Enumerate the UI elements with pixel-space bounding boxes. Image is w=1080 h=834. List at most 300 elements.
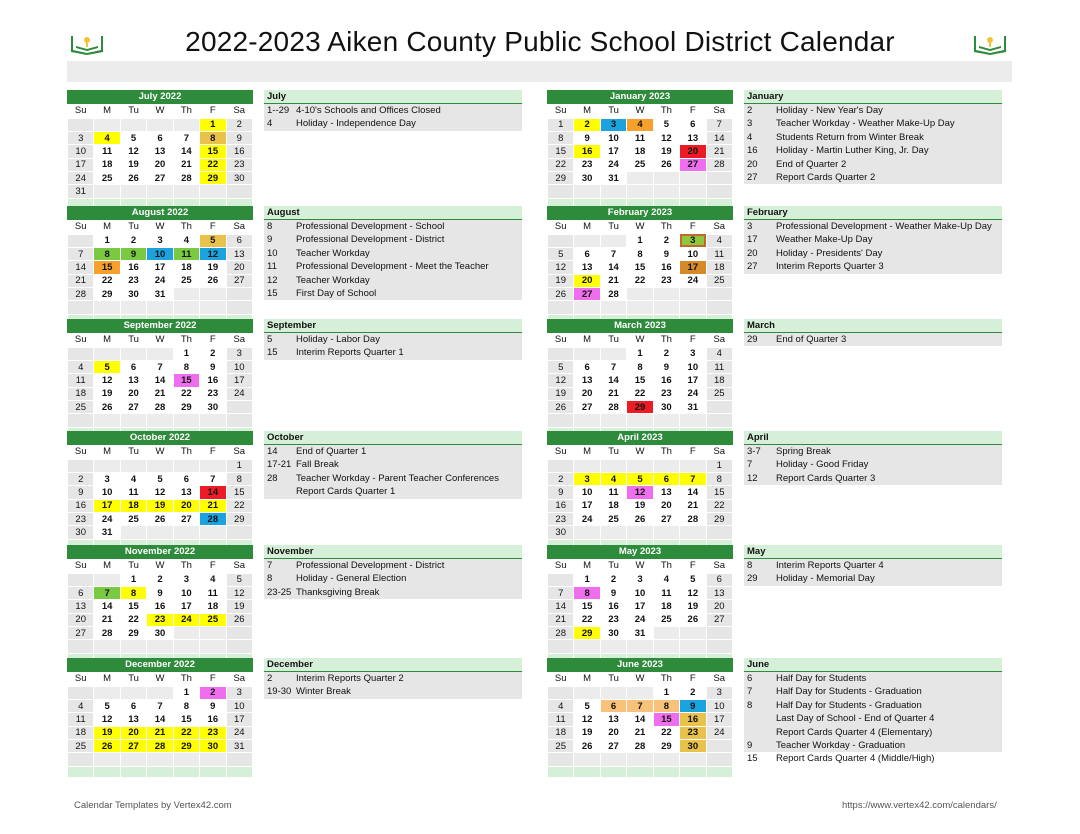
- calendar-day[interactable]: 31: [680, 401, 706, 414]
- calendar-day[interactable]: 18: [627, 145, 653, 158]
- calendar-day[interactable]: 16: [653, 261, 679, 274]
- calendar-day[interactable]: 12: [94, 713, 120, 726]
- calendar-day[interactable]: 15: [226, 486, 252, 499]
- calendar-day[interactable]: 10: [94, 486, 120, 499]
- calendar-day[interactable]: 29: [627, 401, 653, 414]
- calendar-day[interactable]: 6: [600, 699, 626, 712]
- calendar-day[interactable]: 10: [600, 131, 626, 144]
- calendar-day[interactable]: 14: [173, 145, 199, 158]
- calendar-day[interactable]: 1: [94, 234, 120, 247]
- calendar-day[interactable]: 16: [147, 600, 173, 613]
- calendar-day[interactable]: 30: [600, 627, 626, 640]
- calendar-day[interactable]: 31: [94, 526, 120, 539]
- calendar-day[interactable]: 30: [653, 401, 679, 414]
- calendar-day[interactable]: 5: [94, 699, 120, 712]
- calendar-day[interactable]: 17: [226, 713, 252, 726]
- calendar-day[interactable]: 22: [173, 387, 199, 400]
- calendar-day[interactable]: 21: [147, 726, 173, 739]
- calendar-day[interactable]: 2: [600, 573, 626, 586]
- calendar-day[interactable]: 13: [600, 713, 626, 726]
- calendar-day[interactable]: 13: [706, 586, 732, 599]
- calendar-day[interactable]: 17: [680, 374, 706, 387]
- calendar-day[interactable]: 4: [653, 573, 679, 586]
- calendar-day[interactable]: 14: [627, 713, 653, 726]
- calendar-day[interactable]: 7: [94, 586, 120, 599]
- calendar-day[interactable]: 10: [68, 145, 94, 158]
- calendar-day[interactable]: 16: [200, 374, 226, 387]
- calendar-day[interactable]: 11: [173, 247, 199, 260]
- calendar-day[interactable]: 1: [653, 686, 679, 699]
- calendar-day[interactable]: 11: [200, 586, 226, 599]
- calendar-day[interactable]: 23: [147, 613, 173, 626]
- calendar-day[interactable]: 21: [600, 274, 626, 287]
- calendar-day[interactable]: 23: [653, 387, 679, 400]
- calendar-day[interactable]: 7: [600, 360, 626, 373]
- calendar-day[interactable]: 4: [548, 699, 574, 712]
- calendar-day[interactable]: 23: [200, 726, 226, 739]
- calendar-day[interactable]: 16: [200, 713, 226, 726]
- calendar-day[interactable]: 30: [200, 740, 226, 753]
- calendar-day[interactable]: 6: [120, 699, 146, 712]
- calendar-day[interactable]: 23: [680, 726, 706, 739]
- calendar-day[interactable]: 26: [574, 740, 600, 753]
- calendar-day[interactable]: 19: [94, 726, 120, 739]
- calendar-day[interactable]: 22: [120, 613, 146, 626]
- calendar-day[interactable]: 15: [200, 145, 226, 158]
- calendar-day[interactable]: 17: [226, 374, 252, 387]
- calendar-day[interactable]: 31: [226, 740, 252, 753]
- calendar-day[interactable]: 22: [548, 158, 574, 171]
- calendar-day[interactable]: 13: [68, 600, 94, 613]
- calendar-day[interactable]: 6: [120, 360, 146, 373]
- calendar-day[interactable]: 28: [680, 513, 706, 526]
- calendar-day[interactable]: 28: [200, 513, 226, 526]
- calendar-day[interactable]: 2: [200, 686, 226, 699]
- calendar-day[interactable]: 15: [574, 600, 600, 613]
- calendar-day[interactable]: 8: [120, 586, 146, 599]
- calendar-day[interactable]: 22: [653, 726, 679, 739]
- calendar-day[interactable]: 2: [653, 347, 679, 360]
- calendar-day[interactable]: 25: [200, 613, 226, 626]
- calendar-day[interactable]: 8: [706, 472, 732, 485]
- calendar-day[interactable]: 21: [147, 387, 173, 400]
- calendar-day[interactable]: 30: [120, 288, 146, 301]
- calendar-day[interactable]: 4: [68, 360, 94, 373]
- calendar-day[interactable]: 20: [120, 387, 146, 400]
- calendar-day[interactable]: 15: [173, 374, 199, 387]
- calendar-day[interactable]: 3: [94, 472, 120, 485]
- calendar-day[interactable]: 20: [574, 387, 600, 400]
- calendar-day[interactable]: 20: [680, 145, 706, 158]
- calendar-day[interactable]: 27: [680, 158, 706, 171]
- calendar-day[interactable]: 13: [653, 486, 679, 499]
- calendar-day[interactable]: 9: [600, 586, 626, 599]
- calendar-day[interactable]: 7: [600, 247, 626, 260]
- calendar-day[interactable]: 15: [548, 145, 574, 158]
- calendar-day[interactable]: 18: [200, 600, 226, 613]
- calendar-day[interactable]: 9: [680, 699, 706, 712]
- calendar-day[interactable]: 2: [226, 118, 252, 131]
- calendar-day[interactable]: 11: [548, 713, 574, 726]
- calendar-day[interactable]: 1: [120, 573, 146, 586]
- calendar-day[interactable]: 14: [548, 600, 574, 613]
- calendar-day[interactable]: 27: [574, 288, 600, 301]
- calendar-day[interactable]: 14: [147, 374, 173, 387]
- calendar-day[interactable]: 7: [200, 472, 226, 485]
- calendar-day[interactable]: 28: [600, 401, 626, 414]
- calendar-day[interactable]: 19: [653, 145, 679, 158]
- calendar-day[interactable]: 28: [627, 740, 653, 753]
- calendar-day[interactable]: 20: [574, 274, 600, 287]
- calendar-day[interactable]: 10: [680, 360, 706, 373]
- calendar-day[interactable]: 18: [706, 261, 732, 274]
- calendar-day[interactable]: 4: [120, 472, 146, 485]
- calendar-day[interactable]: 17: [706, 713, 732, 726]
- calendar-day[interactable]: 11: [706, 247, 732, 260]
- calendar-day[interactable]: 30: [200, 401, 226, 414]
- calendar-day[interactable]: 12: [120, 145, 146, 158]
- calendar-day[interactable]: 7: [147, 699, 173, 712]
- calendar-day[interactable]: 2: [68, 472, 94, 485]
- calendar-day[interactable]: 23: [68, 513, 94, 526]
- calendar-day[interactable]: 8: [173, 360, 199, 373]
- calendar-day[interactable]: 29: [200, 172, 226, 185]
- calendar-day[interactable]: 8: [627, 360, 653, 373]
- calendar-day[interactable]: 23: [548, 513, 574, 526]
- calendar-day[interactable]: 25: [706, 387, 732, 400]
- calendar-day[interactable]: 6: [574, 247, 600, 260]
- calendar-day[interactable]: 18: [600, 499, 626, 512]
- calendar-day[interactable]: 8: [173, 699, 199, 712]
- calendar-day[interactable]: 4: [706, 347, 732, 360]
- calendar-day[interactable]: 3: [706, 686, 732, 699]
- calendar-day[interactable]: 11: [120, 486, 146, 499]
- calendar-day[interactable]: 13: [680, 131, 706, 144]
- calendar-day[interactable]: 24: [627, 613, 653, 626]
- calendar-day[interactable]: 12: [94, 374, 120, 387]
- calendar-day[interactable]: 24: [574, 513, 600, 526]
- calendar-day[interactable]: 15: [627, 261, 653, 274]
- calendar-day[interactable]: 3: [680, 347, 706, 360]
- calendar-day[interactable]: 23: [200, 387, 226, 400]
- calendar-day[interactable]: 20: [226, 261, 252, 274]
- calendar-day[interactable]: 1: [173, 347, 199, 360]
- calendar-day[interactable]: 24: [706, 726, 732, 739]
- calendar-day[interactable]: 22: [226, 499, 252, 512]
- calendar-day[interactable]: 27: [600, 740, 626, 753]
- calendar-day[interactable]: 11: [68, 374, 94, 387]
- calendar-day[interactable]: 5: [94, 360, 120, 373]
- calendar-day[interactable]: 28: [600, 288, 626, 301]
- calendar-day[interactable]: 25: [173, 274, 199, 287]
- calendar-day[interactable]: 17: [600, 145, 626, 158]
- calendar-day[interactable]: 7: [147, 360, 173, 373]
- calendar-day[interactable]: 18: [653, 600, 679, 613]
- calendar-day[interactable]: 13: [147, 145, 173, 158]
- calendar-day[interactable]: 13: [120, 713, 146, 726]
- calendar-day[interactable]: 21: [68, 274, 94, 287]
- calendar-day[interactable]: 12: [653, 131, 679, 144]
- calendar-day[interactable]: 9: [68, 486, 94, 499]
- calendar-day[interactable]: 1: [574, 573, 600, 586]
- calendar-day[interactable]: 24: [226, 387, 252, 400]
- calendar-day[interactable]: 20: [653, 499, 679, 512]
- calendar-day[interactable]: 20: [120, 726, 146, 739]
- calendar-day[interactable]: 2: [200, 347, 226, 360]
- calendar-day[interactable]: 4: [600, 472, 626, 485]
- calendar-day[interactable]: 31: [600, 172, 626, 185]
- calendar-day[interactable]: 12: [226, 586, 252, 599]
- calendar-day[interactable]: 11: [68, 713, 94, 726]
- calendar-day[interactable]: 31: [627, 627, 653, 640]
- calendar-day[interactable]: 30: [68, 526, 94, 539]
- calendar-day[interactable]: 21: [680, 499, 706, 512]
- calendar-day[interactable]: 5: [226, 573, 252, 586]
- calendar-day[interactable]: 10: [173, 586, 199, 599]
- calendar-day[interactable]: 11: [706, 360, 732, 373]
- calendar-day[interactable]: 27: [68, 627, 94, 640]
- footer-url[interactable]: https://www.vertex42.com/calendars/: [842, 800, 997, 811]
- calendar-day[interactable]: 28: [548, 627, 574, 640]
- calendar-day[interactable]: 7: [548, 586, 574, 599]
- calendar-day[interactable]: 10: [226, 360, 252, 373]
- calendar-day[interactable]: 25: [653, 613, 679, 626]
- calendar-day[interactable]: 15: [120, 600, 146, 613]
- calendar-day[interactable]: 6: [226, 234, 252, 247]
- calendar-day[interactable]: 20: [706, 600, 732, 613]
- calendar-day[interactable]: 16: [574, 145, 600, 158]
- calendar-day[interactable]: 15: [627, 374, 653, 387]
- calendar-day[interactable]: 16: [600, 600, 626, 613]
- calendar-day[interactable]: 26: [226, 613, 252, 626]
- calendar-day[interactable]: 16: [68, 499, 94, 512]
- calendar-day[interactable]: 28: [147, 740, 173, 753]
- calendar-day[interactable]: 11: [653, 586, 679, 599]
- calendar-day[interactable]: 14: [680, 486, 706, 499]
- calendar-day[interactable]: 22: [574, 613, 600, 626]
- calendar-day[interactable]: 19: [200, 261, 226, 274]
- calendar-day[interactable]: 14: [68, 261, 94, 274]
- calendar-day[interactable]: 10: [574, 486, 600, 499]
- calendar-day[interactable]: 7: [68, 247, 94, 260]
- calendar-day[interactable]: 24: [680, 274, 706, 287]
- calendar-day[interactable]: 22: [627, 387, 653, 400]
- calendar-day[interactable]: 6: [653, 472, 679, 485]
- calendar-day[interactable]: 3: [600, 118, 626, 131]
- calendar-day[interactable]: 25: [706, 274, 732, 287]
- calendar-day[interactable]: 14: [600, 261, 626, 274]
- calendar-day[interactable]: 29: [548, 172, 574, 185]
- calendar-day[interactable]: 2: [680, 686, 706, 699]
- calendar-day[interactable]: 3: [627, 573, 653, 586]
- calendar-day[interactable]: 19: [548, 387, 574, 400]
- calendar-day[interactable]: 8: [574, 586, 600, 599]
- calendar-day[interactable]: 4: [173, 234, 199, 247]
- calendar-day[interactable]: 19: [680, 600, 706, 613]
- calendar-day[interactable]: 1: [200, 118, 226, 131]
- calendar-day[interactable]: 10: [226, 699, 252, 712]
- calendar-day[interactable]: 21: [627, 726, 653, 739]
- calendar-day[interactable]: 16: [120, 261, 146, 274]
- calendar-day[interactable]: 8: [226, 472, 252, 485]
- calendar-day[interactable]: 26: [627, 513, 653, 526]
- calendar-day[interactable]: 18: [120, 499, 146, 512]
- calendar-day[interactable]: 20: [68, 613, 94, 626]
- calendar-day[interactable]: 17: [94, 499, 120, 512]
- calendar-day[interactable]: 4: [200, 573, 226, 586]
- calendar-day[interactable]: 29: [173, 740, 199, 753]
- calendar-day[interactable]: 14: [600, 374, 626, 387]
- calendar-day[interactable]: 25: [548, 740, 574, 753]
- calendar-day[interactable]: 24: [94, 513, 120, 526]
- calendar-day[interactable]: 28: [68, 288, 94, 301]
- calendar-day[interactable]: 6: [147, 131, 173, 144]
- calendar-day[interactable]: 29: [173, 401, 199, 414]
- calendar-day[interactable]: 18: [94, 158, 120, 171]
- calendar-day[interactable]: 15: [706, 486, 732, 499]
- calendar-day[interactable]: 22: [627, 274, 653, 287]
- calendar-day[interactable]: 17: [173, 600, 199, 613]
- calendar-day[interactable]: 12: [574, 713, 600, 726]
- calendar-day[interactable]: 26: [548, 401, 574, 414]
- calendar-day[interactable]: 22: [706, 499, 732, 512]
- calendar-day[interactable]: 9: [548, 486, 574, 499]
- calendar-day[interactable]: 18: [173, 261, 199, 274]
- calendar-day[interactable]: 6: [706, 573, 732, 586]
- calendar-day[interactable]: 6: [680, 118, 706, 131]
- calendar-day[interactable]: 19: [627, 499, 653, 512]
- calendar-day[interactable]: 27: [574, 401, 600, 414]
- calendar-day[interactable]: 11: [94, 145, 120, 158]
- calendar-day[interactable]: 4: [627, 118, 653, 131]
- calendar-day[interactable]: 16: [226, 145, 252, 158]
- calendar-day[interactable]: 8: [627, 247, 653, 260]
- calendar-day[interactable]: 30: [147, 627, 173, 640]
- calendar-day[interactable]: 26: [147, 513, 173, 526]
- calendar-day[interactable]: 5: [680, 573, 706, 586]
- calendar-day[interactable]: 18: [706, 374, 732, 387]
- calendar-day[interactable]: 5: [548, 247, 574, 260]
- calendar-day[interactable]: 31: [68, 185, 94, 198]
- calendar-day[interactable]: 21: [200, 499, 226, 512]
- calendar-day[interactable]: 27: [226, 274, 252, 287]
- calendar-day[interactable]: 28: [706, 158, 732, 171]
- calendar-day[interactable]: 28: [147, 401, 173, 414]
- calendar-day[interactable]: 3: [147, 234, 173, 247]
- calendar-day[interactable]: 14: [94, 600, 120, 613]
- calendar-day[interactable]: 2: [120, 234, 146, 247]
- calendar-day[interactable]: 31: [147, 288, 173, 301]
- calendar-day[interactable]: 21: [173, 158, 199, 171]
- calendar-day[interactable]: 9: [120, 247, 146, 260]
- calendar-day[interactable]: 11: [627, 131, 653, 144]
- calendar-day[interactable]: 25: [120, 513, 146, 526]
- calendar-day[interactable]: 2: [653, 234, 679, 247]
- calendar-day[interactable]: 24: [147, 274, 173, 287]
- calendar-day[interactable]: 13: [120, 374, 146, 387]
- calendar-day[interactable]: 14: [200, 486, 226, 499]
- calendar-day[interactable]: 20: [173, 499, 199, 512]
- calendar-day[interactable]: 23: [600, 613, 626, 626]
- calendar-day[interactable]: 27: [147, 172, 173, 185]
- calendar-day[interactable]: 29: [120, 627, 146, 640]
- calendar-day[interactable]: 3: [226, 347, 252, 360]
- calendar-day[interactable]: 29: [706, 513, 732, 526]
- calendar-day[interactable]: 7: [173, 131, 199, 144]
- calendar-day[interactable]: 14: [706, 131, 732, 144]
- calendar-day[interactable]: 30: [548, 526, 574, 539]
- calendar-day[interactable]: 19: [226, 600, 252, 613]
- calendar-day[interactable]: 17: [627, 600, 653, 613]
- calendar-day[interactable]: 3: [173, 573, 199, 586]
- calendar-day[interactable]: 20: [600, 726, 626, 739]
- calendar-day[interactable]: 18: [548, 726, 574, 739]
- calendar-day[interactable]: 25: [68, 401, 94, 414]
- calendar-day[interactable]: 23: [653, 274, 679, 287]
- calendar-day[interactable]: 12: [147, 486, 173, 499]
- calendar-day[interactable]: 8: [94, 247, 120, 260]
- calendar-day[interactable]: 18: [68, 387, 94, 400]
- calendar-day[interactable]: 9: [200, 360, 226, 373]
- calendar-day[interactable]: 30: [226, 172, 252, 185]
- calendar-day[interactable]: 26: [200, 274, 226, 287]
- calendar-day[interactable]: 29: [94, 288, 120, 301]
- calendar-day[interactable]: 8: [548, 131, 574, 144]
- calendar-day[interactable]: 17: [680, 261, 706, 274]
- calendar-day[interactable]: 13: [173, 486, 199, 499]
- calendar-day[interactable]: 22: [200, 158, 226, 171]
- calendar-day[interactable]: 25: [600, 513, 626, 526]
- calendar-day[interactable]: 3: [68, 131, 94, 144]
- calendar-day[interactable]: 12: [200, 247, 226, 260]
- calendar-day[interactable]: 17: [147, 261, 173, 274]
- calendar-day[interactable]: 9: [653, 247, 679, 260]
- calendar-day[interactable]: 8: [653, 699, 679, 712]
- calendar-day[interactable]: 3: [574, 472, 600, 485]
- calendar-day[interactable]: 4: [94, 131, 120, 144]
- calendar-day[interactable]: 24: [68, 172, 94, 185]
- calendar-day[interactable]: 23: [226, 158, 252, 171]
- calendar-day[interactable]: 17: [68, 158, 94, 171]
- calendar-day[interactable]: 2: [574, 118, 600, 131]
- calendar-day[interactable]: 10: [680, 247, 706, 260]
- calendar-day[interactable]: 27: [653, 513, 679, 526]
- calendar-day[interactable]: 10: [627, 586, 653, 599]
- calendar-day[interactable]: 25: [627, 158, 653, 171]
- calendar-day[interactable]: 24: [173, 613, 199, 626]
- calendar-day[interactable]: 12: [548, 261, 574, 274]
- calendar-day[interactable]: 5: [120, 131, 146, 144]
- calendar-day[interactable]: 5: [548, 360, 574, 373]
- calendar-day[interactable]: 5: [627, 472, 653, 485]
- calendar-day[interactable]: 1: [173, 686, 199, 699]
- calendar-day[interactable]: 23: [574, 158, 600, 171]
- calendar-day[interactable]: 20: [147, 158, 173, 171]
- calendar-day[interactable]: 1: [226, 459, 252, 472]
- calendar-day[interactable]: 15: [94, 261, 120, 274]
- calendar-day[interactable]: 16: [548, 499, 574, 512]
- calendar-day[interactable]: 9: [653, 360, 679, 373]
- calendar-day[interactable]: 1: [627, 347, 653, 360]
- calendar-day[interactable]: 5: [574, 699, 600, 712]
- calendar-day[interactable]: 7: [706, 118, 732, 131]
- calendar-day[interactable]: 11: [600, 486, 626, 499]
- calendar-day[interactable]: 21: [94, 613, 120, 626]
- calendar-day[interactable]: 22: [173, 726, 199, 739]
- calendar-day[interactable]: 16: [680, 713, 706, 726]
- calendar-day[interactable]: 26: [653, 158, 679, 171]
- calendar-day[interactable]: 1: [548, 118, 574, 131]
